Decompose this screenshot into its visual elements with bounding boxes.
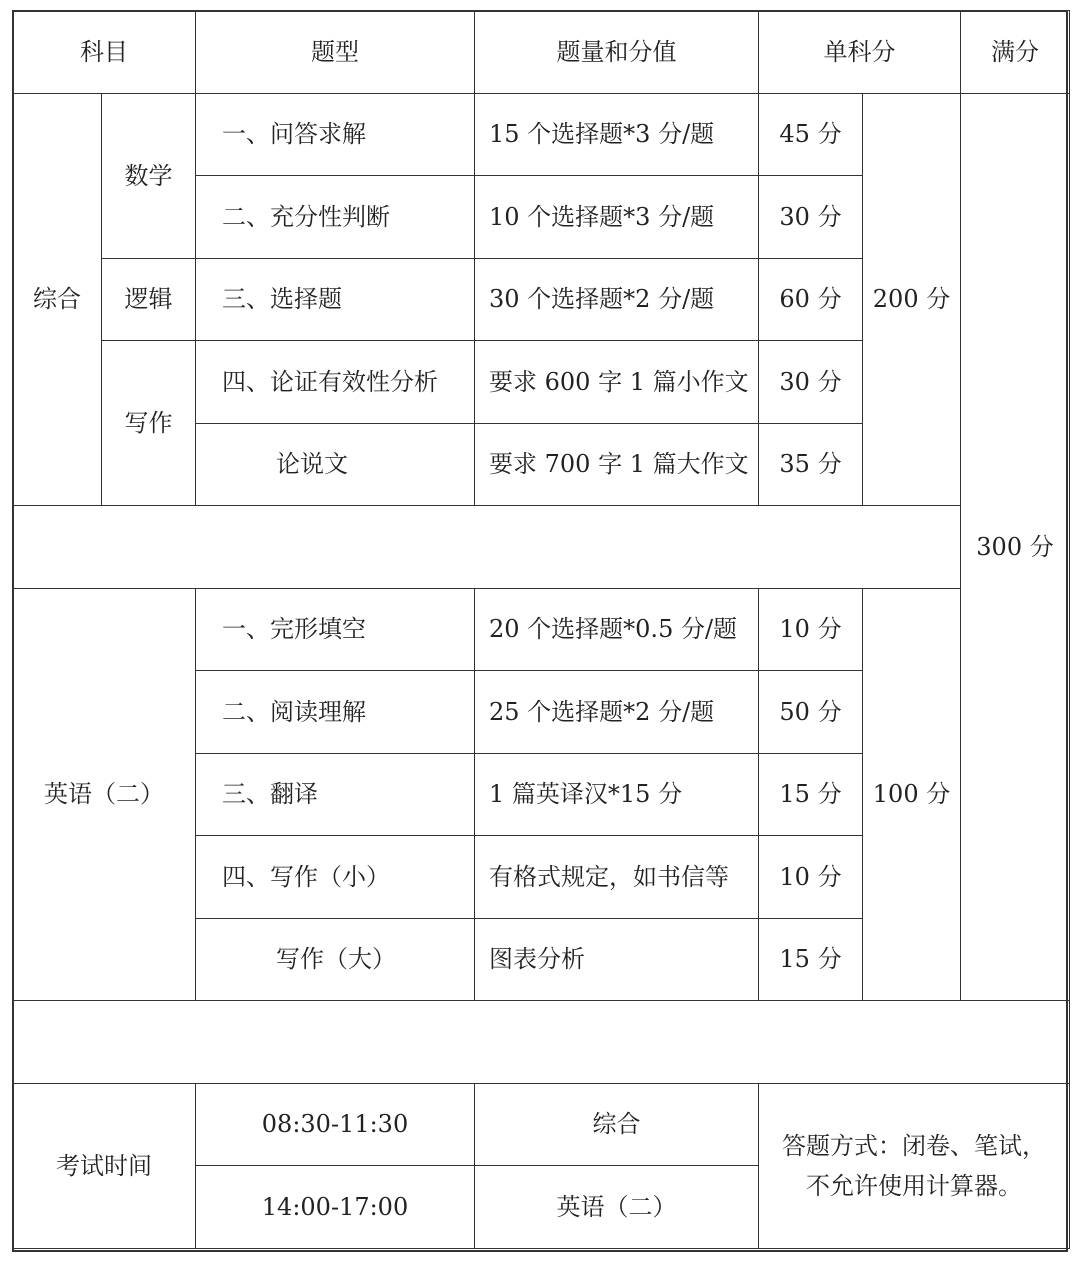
question-score: 15 分 — [759, 918, 863, 1001]
question-score: 15 分 — [759, 753, 863, 836]
question-quantity: 图表分析 — [475, 918, 759, 1001]
math-label: 数学 — [102, 93, 196, 258]
header-quantity: 题量和分值 — [475, 11, 759, 94]
header-type: 题型 — [196, 11, 475, 94]
question-quantity: 要求 700 字 1 篇大作文 — [475, 423, 759, 506]
table-outer-border — [12, 10, 1068, 1252]
question-type: 四、写作（小） — [196, 836, 475, 919]
question-quantity: 30 个选择题*2 分/题 — [475, 258, 759, 341]
question-type: 四、论证有效性分析 — [196, 341, 475, 424]
question-score: 60 分 — [759, 258, 863, 341]
session-time: 08:30-11:30 — [196, 1083, 475, 1166]
question-score: 30 分 — [759, 176, 863, 259]
comprehensive-total: 200 分 — [863, 93, 961, 506]
english-label: 英语（二） — [13, 588, 196, 1001]
header-subject: 科目 — [13, 11, 196, 94]
question-score: 10 分 — [759, 836, 863, 919]
question-score: 45 分 — [759, 93, 863, 176]
question-type: 三、翻译 — [196, 753, 475, 836]
logic-label: 逻辑 — [102, 258, 196, 341]
question-score: 50 分 — [759, 671, 863, 754]
question-score: 10 分 — [759, 588, 863, 671]
question-type: 三、选择题 — [196, 258, 475, 341]
full-total: 300 分 — [961, 93, 1070, 1001]
question-type: 写作（大） — [196, 918, 475, 1001]
question-quantity: 要求 600 字 1 篇小作文 — [475, 341, 759, 424]
question-quantity: 1 篇英译汉*15 分 — [475, 753, 759, 836]
exam-note: 答题方式：闭卷、笔试，不允许使用计算器。 — [759, 1083, 1070, 1248]
english-total: 100 分 — [863, 588, 961, 1001]
question-type: 一、问答求解 — [196, 93, 475, 176]
question-type: 二、充分性判断 — [196, 176, 475, 259]
question-quantity: 15 个选择题*3 分/题 — [475, 93, 759, 176]
question-quantity: 25 个选择题*2 分/题 — [475, 671, 759, 754]
question-score: 35 分 — [759, 423, 863, 506]
exam-time-label: 考试时间 — [13, 1083, 196, 1248]
header-single-score: 单科分 — [759, 11, 961, 94]
comprehensive-label: 综合 — [13, 93, 102, 506]
session-time: 14:00-17:00 — [196, 1166, 475, 1249]
session-subject: 综合 — [475, 1083, 759, 1166]
question-type: 一、完形填空 — [196, 588, 475, 671]
header-full-score: 满分 — [961, 11, 1070, 94]
question-quantity: 有格式规定，如书信等 — [475, 836, 759, 919]
question-type: 二、阅读理解 — [196, 671, 475, 754]
question-score: 30 分 — [759, 341, 863, 424]
session-subject: 英语（二） — [475, 1166, 759, 1249]
writing-label: 写作 — [102, 341, 196, 506]
question-type: 论说文 — [196, 423, 475, 506]
question-quantity: 20 个选择题*0.5 分/题 — [475, 588, 759, 671]
question-quantity: 10 个选择题*3 分/题 — [475, 176, 759, 259]
